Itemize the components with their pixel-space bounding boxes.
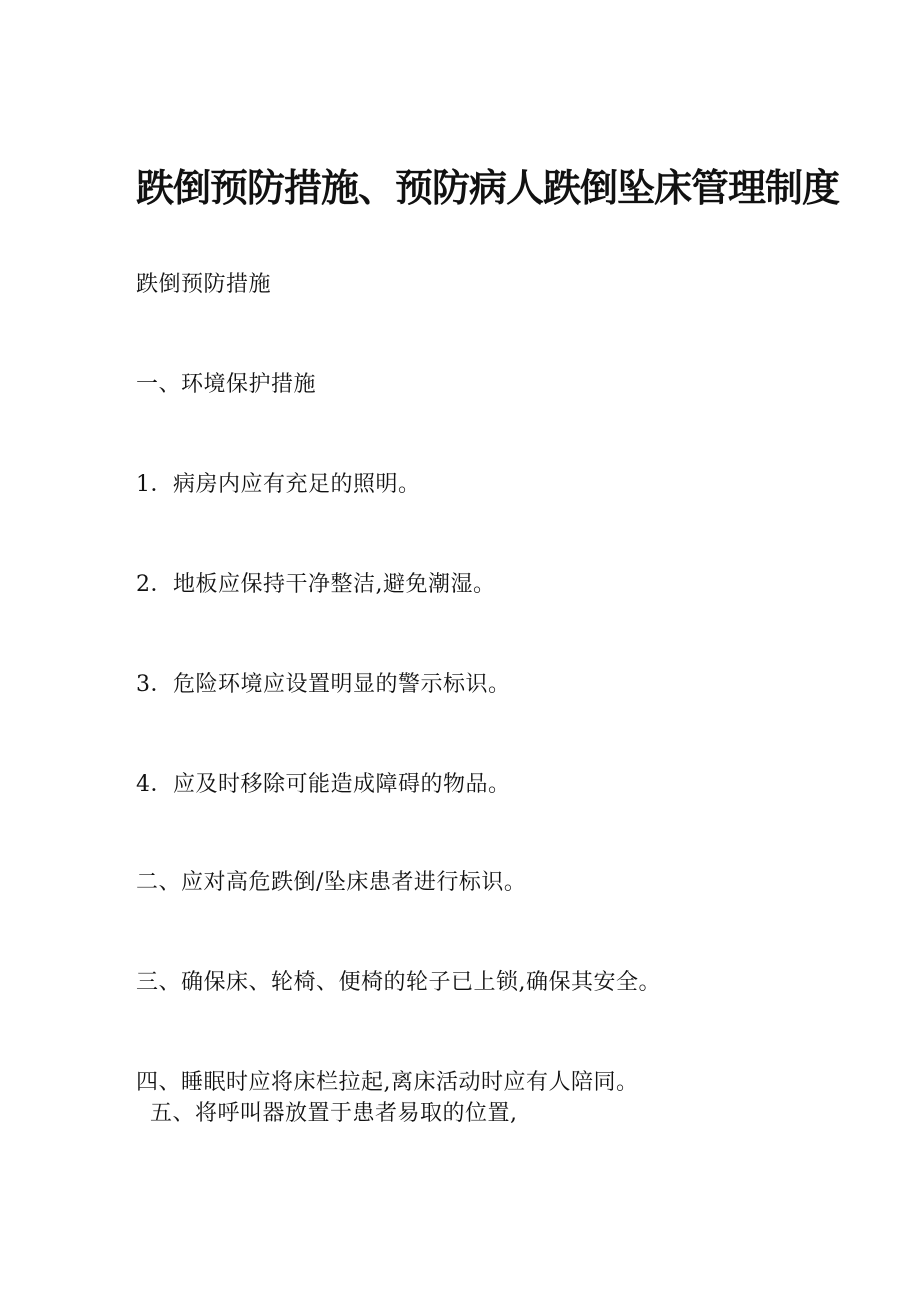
document-title: 跌倒预防措施、预防病人跌倒坠床管理制度 — [136, 166, 840, 210]
list-item-4: 4．应及时移除可能造成障碍的物品。 — [136, 772, 511, 797]
section-five-text: 五、将呼叫器放置于患者易取的位置, — [150, 1101, 518, 1126]
list-item-1: 1．病房内应有充足的照明。 — [136, 472, 421, 497]
section-one-heading: 一、环境保护措施 — [136, 372, 317, 397]
list-item-2: 2．地板应保持干净整洁,避免潮湿。 — [136, 572, 496, 597]
section-four-text: 四、睡眠时应将床栏拉起,离床活动时应有人陪同。 — [136, 1070, 639, 1095]
list-item-3: 3．危险环境应设置明显的警示标识。 — [136, 672, 511, 697]
section-two-text: 二、应对高危跌倒/坠床患者进行标识。 — [136, 870, 527, 895]
section-three-text: 三、确保床、轮椅、便椅的轮子已上锁,确保其安全。 — [136, 970, 661, 995]
section-heading: 跌倒预防措施 — [136, 272, 272, 297]
